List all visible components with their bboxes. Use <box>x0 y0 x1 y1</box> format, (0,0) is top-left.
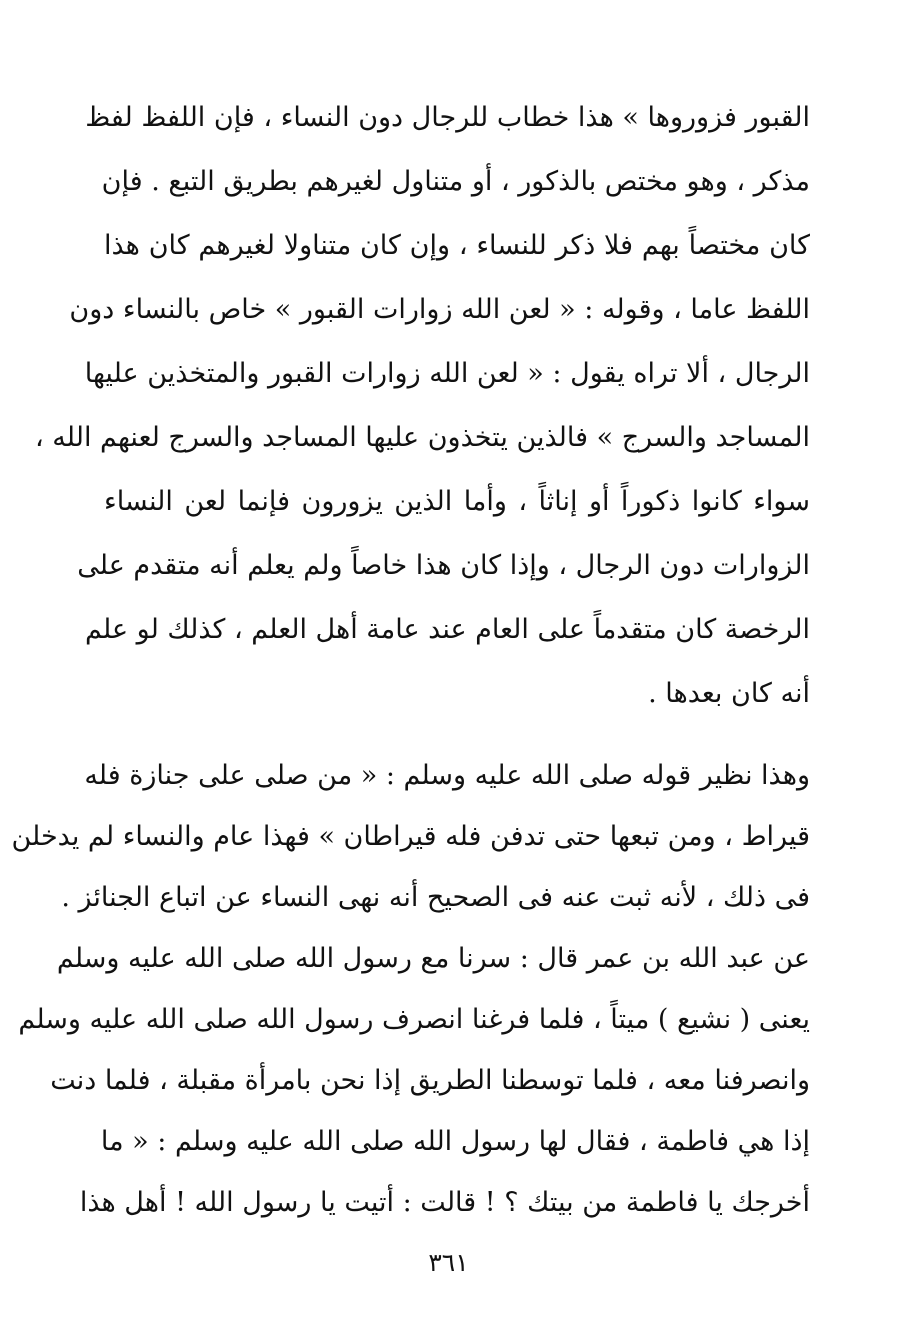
text-line: أنه كان بعدها . <box>648 678 810 709</box>
text-line: الرخصة كان متقدماً على العام عند عامة أهل العلم ، كذلك لو علم <box>85 614 810 645</box>
text-line: أخرجك يا فاطمة من بيتك ؟ ! قالت : أتيت يا رسول الله ! أهل هذا <box>79 1187 810 1218</box>
text-line: الرجال ، ألا تراه يقول : « لعن الله زوارات القبور والمتخذين عليها <box>84 358 810 389</box>
text-line: القبور فزوروها » هذا خطاب للرجال دون النساء ، فإن اللفظ لفظ <box>85 102 810 133</box>
text-line: سواء كانوا ذكوراً أو إناثاً ، وأما الذين يزورون فإنما لعن النساء <box>104 486 810 517</box>
text-line: المساجد والسرج » فالذين يتخذون عليها المساجد والسرج لعنهم الله ، <box>35 422 810 453</box>
text-line: وهذا نظير قوله صلى الله عليه وسلم : « من صلى على جنازة فله <box>84 760 810 791</box>
paragraph-2 <box>11 745 810 1233</box>
text-line: وانصرفنا معه ، فلما توسطنا الطريق إذا نحن بامرأة مقبلة ، فلما دنت <box>50 1065 810 1096</box>
text-line: يعنى ( نشيع ) ميتاً ، فلما فرغنا انصرف رسول الله صلى الله عليه وسلم <box>18 1004 810 1035</box>
text-line: اللفظ عاما ، وقوله : « لعن الله زوارات القبور » خاص بالنساء دون <box>69 294 810 325</box>
text-line: إذا هي فاطمة ، فقال لها رسول الله صلى الله عليه وسلم : « ما <box>100 1126 810 1157</box>
text-line: فى ذلك ، لأنه ثبت عنه فى الصحيح أنه نهى النساء عن اتباع الجنائز . <box>61 882 810 913</box>
text-line: الزوارات دون الرجال ، وإذا كان هذا خاصاً ولم يعلم أنه متقدم على <box>77 550 810 581</box>
text-line: عن عبد الله بن عمر قال : سرنا مع رسول الله صلى الله عليه وسلم <box>56 943 810 974</box>
page-number: ٣٦١ <box>428 1248 469 1277</box>
paragraph-1 <box>35 86 810 726</box>
text-line: كان مختصاً بهم فلا ذكر للنساء ، وإن كان متناولا لغيرهم كان هذا <box>104 230 810 261</box>
text-line: قيراط ، ومن تبعها حتى تدفن فله قيراطان » فهذا عام والنساء لم يدخلن <box>11 821 810 852</box>
text-line: مذكر ، وهو مختص بالذكور ، أو متناول لغيرهم بطريق التبع . فإن <box>101 166 810 197</box>
